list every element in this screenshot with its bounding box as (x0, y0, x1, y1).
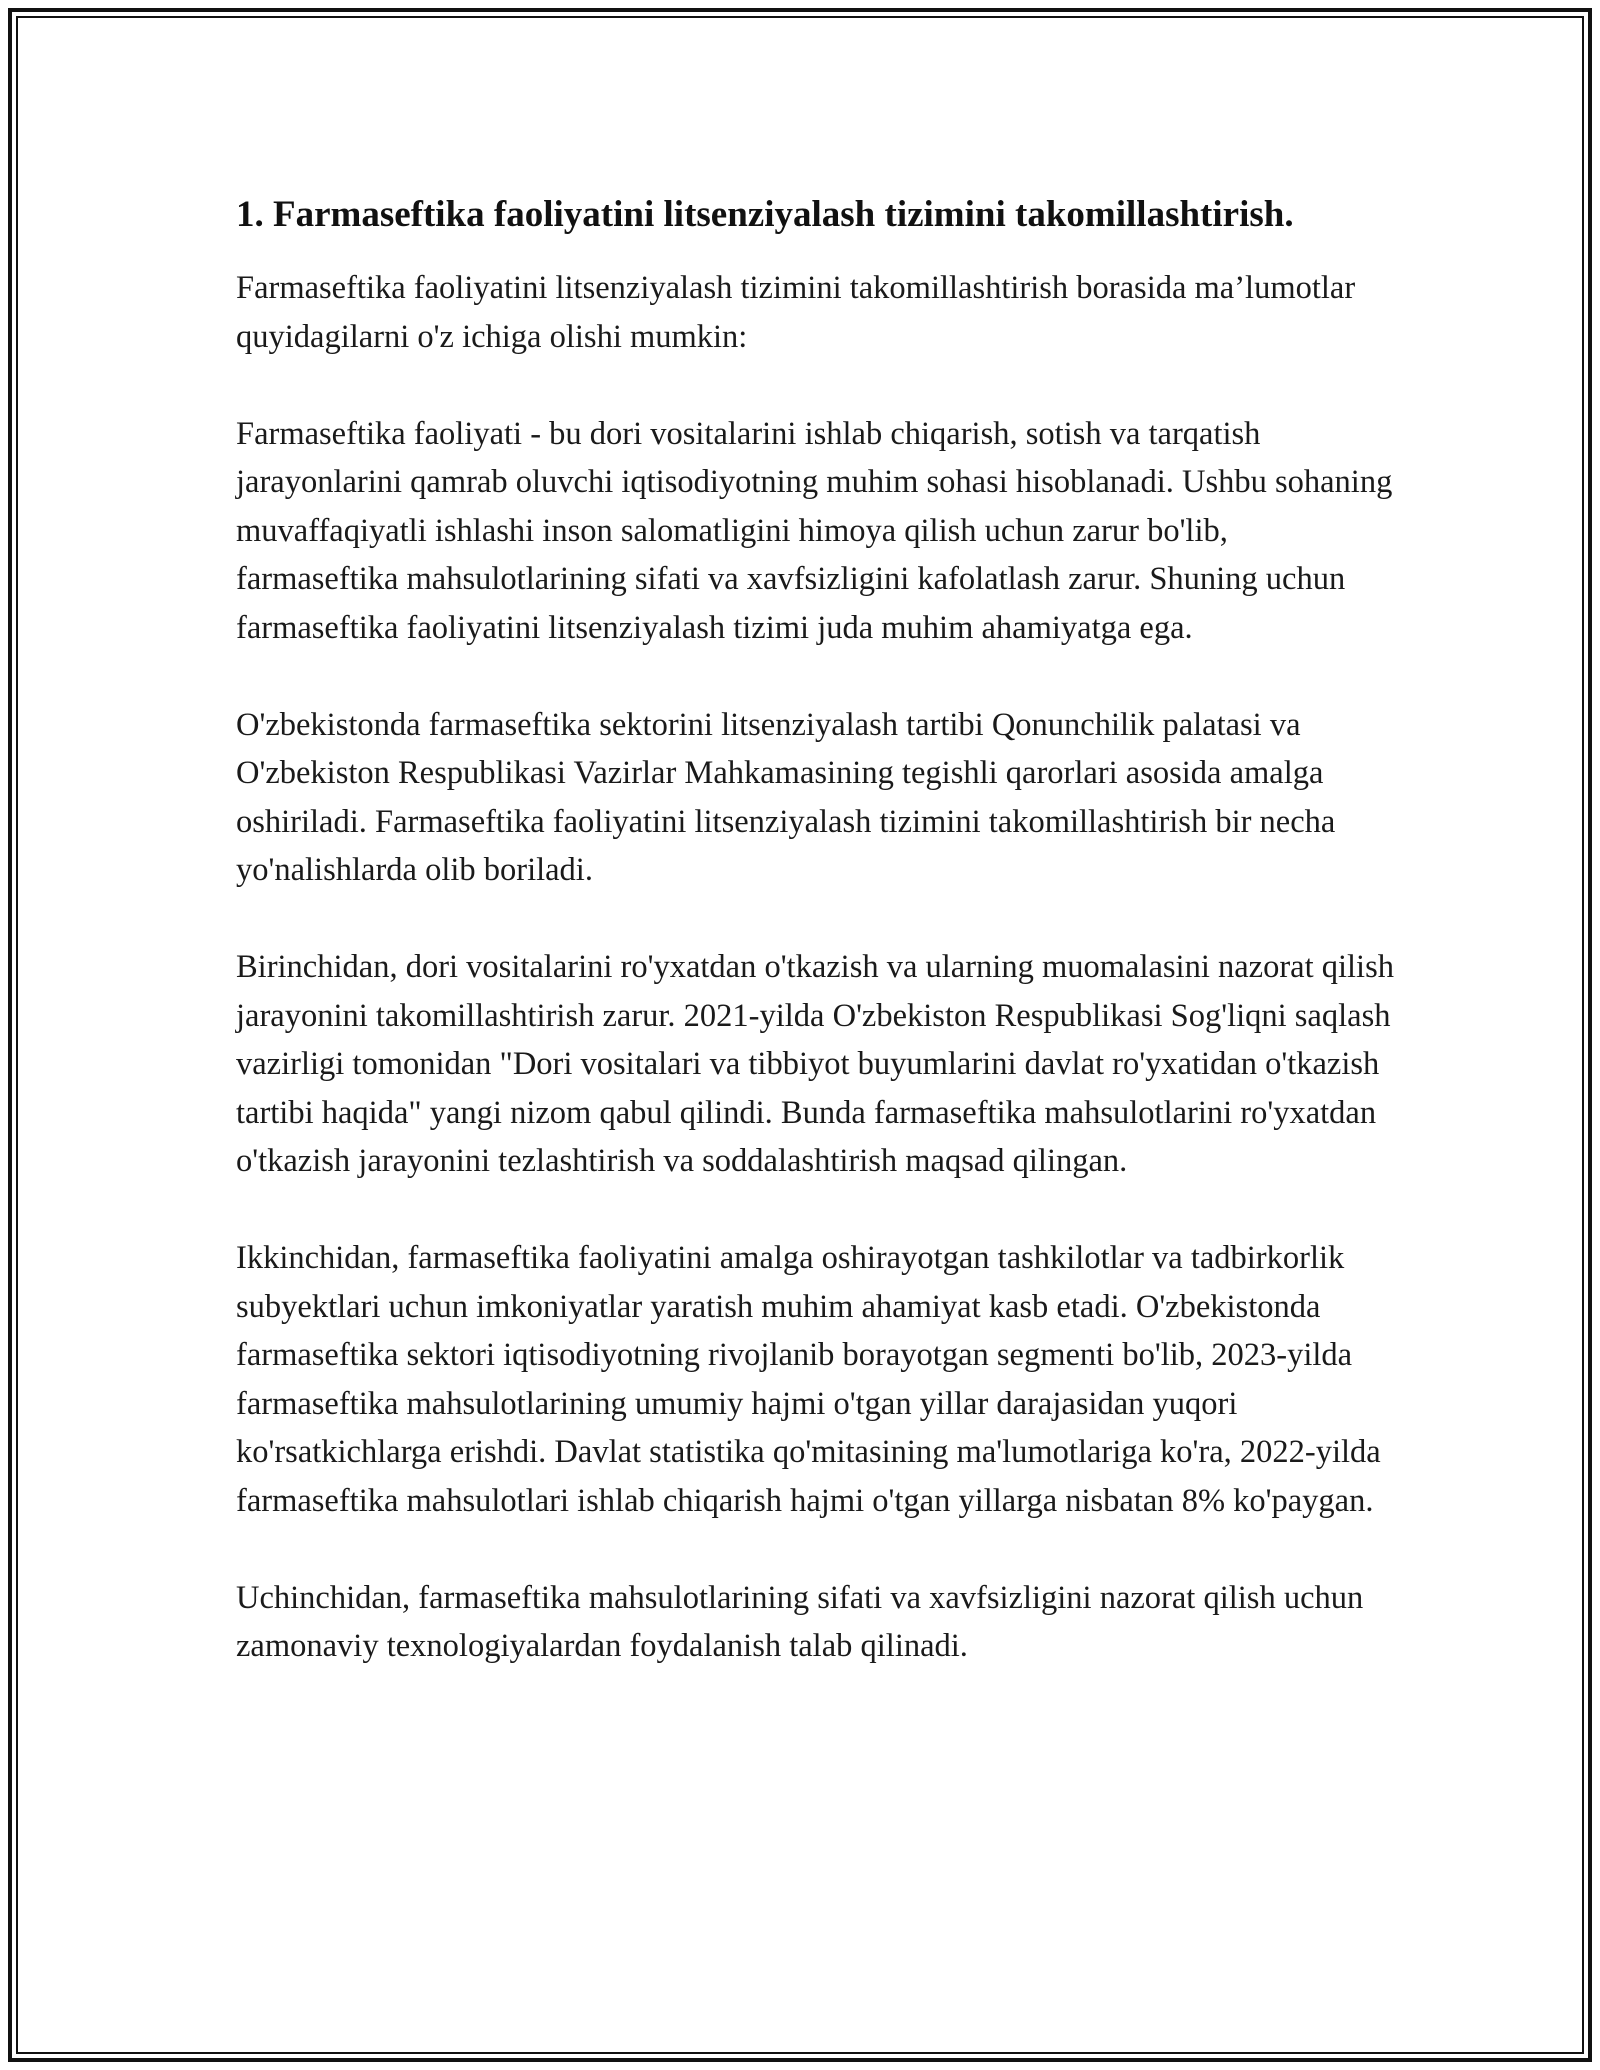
paragraph-third-direction: Uchinchidan, farmaseftika mahsulotlarining sifati va xavfsizligini nazorat qilish uchun zamonaviy texnologiyalardan foydalanish talab qilinadi. (236, 1579, 1364, 1664)
document-body (236, 188, 1396, 1671)
paragraph-first-direction: Birinchidan, dori vositalarini ro'yxatdan o'tkazish va ularning muomalasini nazorat qilish jarayonini takomillashtirish zarur. 2021-yilda O'zbekiston Respublikasi Sog'liqni saqlash vazirligi tomonidan "Dori vositalari va tibbiyot buyumlarini davlat ro'yxatidan o'tkazish tartibi haqida" yangi nizom qabul qilindi. Bunda farmaseftika mahsulotlarini ro'yxatdan o'tkazish jarayonini tezlashtirish va soddalashtirish maqsad qilingan. (236, 949, 1394, 1179)
paragraph-definition: Farmaseftika faoliyati - bu dori vositalarini ishlab chiqarish, sotish va tarqatish jarayonlarini qamrab oluvchi iqtisodiyotning muhim sohasi hisoblanadi. Ushbu sohaning muvaffaqiyatli ishlashi inson salomatligini himoya qilish uchun zarur bo'lib, farmaseftika mahsulotlarining sifati va xavfsizligini kafolatlash zarur. Shuning uchun farmaseftika faoliyatini litsenziyalash tizimi juda muhim ahamiyatga ega. (236, 415, 1393, 646)
paragraph-second-direction: Ikkinchidan, farmaseftika faoliyatini amalga oshirayotgan tashkilotlar va tadbirkorlik subyektlari uchun imkoniyatlar yaratish muhim ahamiyat kasb etadi. O'zbekistonda farmaseftika sektori iqtisodiyotning rivojlanib borayotgan segmenti bo'lib, 2023-yilda farmaseftika mahsulotlarining umumiy hajmi o'tgan yillar darajasidan yuqori ko'rsatkichlarga erishdi. Davlat statistika qo'mitasining ma'lumotlariga ko'ra, 2022-yilda farmaseftika mahsulotlari ishlab chiqarish hajmi o'tgan yillarga nisbatan 8% ko'paygan. (236, 1240, 1381, 1519)
section-heading: 1. Farmaseftika faoliyatini litsenziyalash tizimini takomillashtirish. (236, 194, 1294, 235)
intro-paragraph: Farmaseftika faoliyatini litsenziyalash tizimini takomillashtirish borasida ma’lumotlar quyidagilarni o'z ichiga olishi mumkin: (236, 270, 1356, 355)
paragraph-legal-basis: O'zbekistonda farmaseftika sektorini litsenziyalash tartibi Qonunchilik palatasi va O'zbekiston Respublikasi Vazirlar Mahkamasining tegishli qarorlari asosida amalga oshiriladi. Farmaseftika faoliyatini litsenziyalash tizimini takomillashtirish bir necha yo'nalishlarda olib boriladi. (236, 706, 1336, 888)
